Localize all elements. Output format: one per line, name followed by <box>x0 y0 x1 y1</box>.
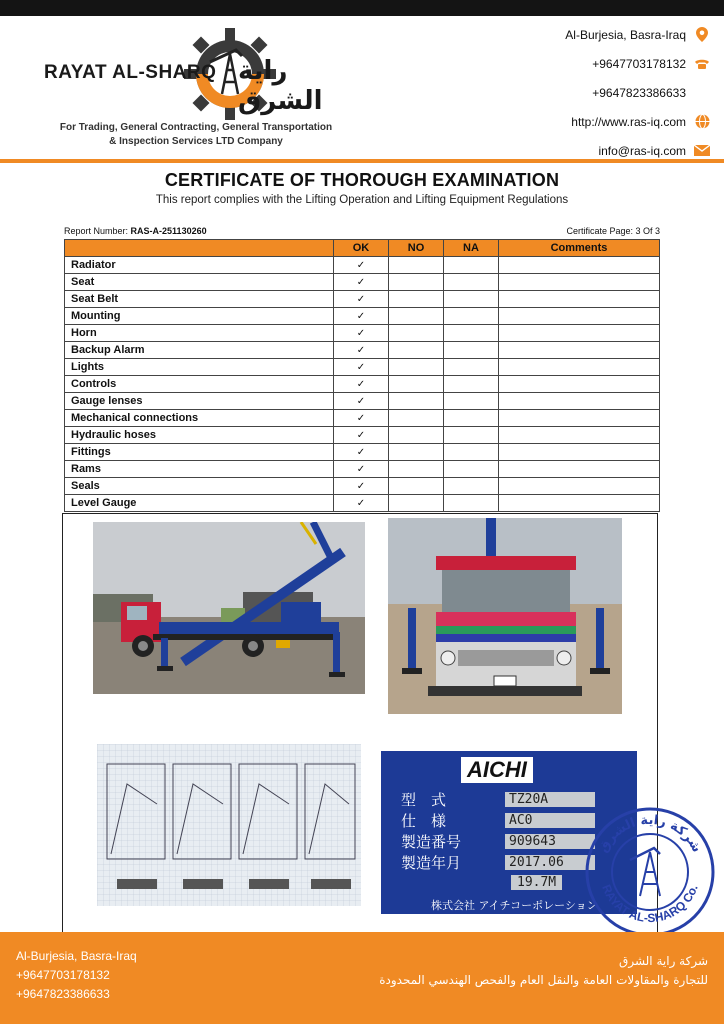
table-row <box>65 274 660 291</box>
cell-comments <box>499 291 660 308</box>
table-row <box>65 342 660 359</box>
cell-item: Radiator <box>65 257 334 274</box>
cell-ok: ✓ <box>334 376 389 393</box>
cell-na <box>444 342 499 359</box>
tagline-line-1: For Trading, General Contracting, General Transportation <box>59 122 333 133</box>
cell-ok: ✓ <box>334 427 389 444</box>
contact-address-text: Al-Burjesia, Basra-Iraq <box>565 27 686 42</box>
cell-comments <box>499 444 660 461</box>
cell-ok: ✓ <box>334 495 389 512</box>
nameplate-label: 仕 様 <box>401 812 447 830</box>
cell-item: Seat <box>65 274 334 291</box>
cell-item: Mounting <box>65 308 334 325</box>
cell-ok: ✓ <box>334 308 389 325</box>
envelope-icon <box>694 143 710 159</box>
table-row <box>65 291 660 308</box>
table-row <box>65 461 660 478</box>
cell-comments <box>499 393 660 410</box>
cell-ok: ✓ <box>334 410 389 427</box>
table-row <box>65 495 660 512</box>
cell-comments <box>499 274 660 291</box>
cell-na <box>444 461 499 478</box>
table-row <box>65 410 660 427</box>
company-tagline <box>46 121 346 149</box>
footer-ar-line-2: للتجارة والمقاولات العامة والنقل العام والفحص الهندسي المحدودة <box>379 973 708 987</box>
cell-na <box>444 325 499 342</box>
footer-phone-1: +9647703178132 <box>16 968 110 982</box>
cell-item: Gauge lenses <box>65 393 334 410</box>
cell-no <box>389 325 444 342</box>
cell-item: Rams <box>65 461 334 478</box>
cell-na <box>444 274 499 291</box>
contact-phone-1-text: +9647703178132 <box>592 56 686 71</box>
report-number <box>64 226 207 236</box>
certificate-page: Certificate Page: 3 Of 3 <box>566 226 660 236</box>
cell-ok: ✓ <box>334 342 389 359</box>
cell-item: Seals <box>65 478 334 495</box>
cell-no <box>389 376 444 393</box>
globe-icon <box>694 114 710 130</box>
phone-icon <box>694 56 710 72</box>
cell-no <box>389 274 444 291</box>
cell-ok: ✓ <box>334 325 389 342</box>
nameplate-value: TZ20A <box>505 792 595 807</box>
cell-ok: ✓ <box>334 393 389 410</box>
cell-no <box>389 291 444 308</box>
cell-comments <box>499 427 660 444</box>
contact-phone-1 <box>490 49 710 78</box>
cell-na <box>444 308 499 325</box>
cell-item: Mechanical connections <box>65 410 334 427</box>
nameplate-value: 2017.06 <box>505 855 595 870</box>
cell-no <box>389 359 444 376</box>
cell-no <box>389 308 444 325</box>
cell-na <box>444 427 499 444</box>
brand-name-ar: راية الشرق <box>238 56 323 116</box>
cell-na <box>444 410 499 427</box>
cell-na <box>444 257 499 274</box>
table-row <box>65 478 660 495</box>
svg-text:RAYAT AL-SHARQ Co. <box>599 883 700 926</box>
cell-comments <box>499 495 660 512</box>
contact-website[interactable] <box>490 107 710 136</box>
cell-no <box>389 393 444 410</box>
nameplate-maker: 株式会社 アイチコーポレーション <box>431 899 598 912</box>
header-no: NO <box>389 240 444 257</box>
report-number-value: RAS-A-251130260 <box>130 226 207 236</box>
cell-ok: ✓ <box>334 291 389 308</box>
cell-na <box>444 393 499 410</box>
nameplate-value: 909643 <box>505 834 595 849</box>
cell-item: Horn <box>65 325 334 342</box>
cell-no <box>389 427 444 444</box>
footer-arabic <box>379 952 708 990</box>
header-divider <box>0 159 724 163</box>
cell-na <box>444 359 499 376</box>
cell-no <box>389 461 444 478</box>
cell-item: Seat Belt <box>65 291 334 308</box>
cell-na <box>444 444 499 461</box>
cell-comments <box>499 478 660 495</box>
cell-item: Backup Alarm <box>65 342 334 359</box>
cell-item: Controls <box>65 376 334 393</box>
table-row <box>65 325 660 342</box>
header-na: NA <box>444 240 499 257</box>
cell-item: Fittings <box>65 444 334 461</box>
table-row <box>65 427 660 444</box>
cell-ok: ✓ <box>334 444 389 461</box>
nameplate-brand: AICHI <box>461 757 533 783</box>
cell-no <box>389 410 444 427</box>
truck-front-photo <box>388 518 622 714</box>
load-chart-photo <box>97 744 361 906</box>
cell-comments <box>499 308 660 325</box>
truck-side-photo <box>93 522 365 694</box>
contact-address <box>490 20 710 49</box>
contact-email-text[interactable]: info@ras-iq.com <box>598 143 686 158</box>
table-row <box>65 308 660 325</box>
table-row <box>65 393 660 410</box>
certificate-subtitle: This report complies with the Lifting Operation and Lifting Equipment Regulations <box>155 194 569 206</box>
cell-item: Lights <box>65 359 334 376</box>
cell-na <box>444 376 499 393</box>
cell-comments <box>499 325 660 342</box>
examination-table <box>64 239 660 512</box>
header-ok: OK <box>334 240 389 257</box>
cell-ok: ✓ <box>334 478 389 495</box>
cell-comments <box>499 257 660 274</box>
cell-comments <box>499 461 660 478</box>
table-row <box>65 444 660 461</box>
nameplate-label: 製造番号 <box>401 833 462 851</box>
nameplate-label: 製造年月 <box>401 854 462 872</box>
cell-item: Hydraulic hoses <box>65 427 334 444</box>
cell-na <box>444 478 499 495</box>
table-row <box>65 359 660 376</box>
cell-comments <box>499 359 660 376</box>
contact-website-text[interactable]: http://www.ras-iq.com <box>571 114 686 129</box>
contact-phone-2-text: +9647823386633 <box>592 85 686 100</box>
certificate-title: CERTIFICATE OF THOROUGH EXAMINATION <box>164 170 560 190</box>
tagline-line-2: & Inspection Services LTD Company <box>109 136 283 147</box>
report-info <box>64 226 660 236</box>
cell-no <box>389 495 444 512</box>
footer-ar-line-1: شركة راية الشرق <box>619 954 708 968</box>
stamp-text-ar: شركة راية الشرق <box>595 812 705 856</box>
location-pin-icon <box>694 27 710 43</box>
cell-comments <box>499 342 660 359</box>
footer-address: Al-Burjesia, Basra-Iraq <box>16 949 137 963</box>
top-bar <box>0 0 724 16</box>
cell-comments <box>499 376 660 393</box>
report-number-label: Report Number: <box>64 226 129 236</box>
company-logo <box>40 22 350 152</box>
nameplate-value: AC0 <box>505 813 595 828</box>
contact-phone-2 <box>490 78 710 107</box>
stamp-text-en: RAYAT AL-SHARQ Co. <box>599 882 701 926</box>
cell-ok: ✓ <box>334 461 389 478</box>
cell-no <box>389 342 444 359</box>
cell-na <box>444 495 499 512</box>
cell-ok: ✓ <box>334 359 389 376</box>
nameplate-label: 型 式 <box>401 791 447 809</box>
cell-no <box>389 478 444 495</box>
nameplate-extra: 19.7M <box>511 875 562 890</box>
table-header-row <box>65 240 660 257</box>
cell-na <box>444 291 499 308</box>
company-stamp <box>582 804 718 940</box>
footer <box>0 932 724 1024</box>
phone-spacer <box>694 85 710 101</box>
header-item <box>65 240 334 257</box>
table-row <box>65 376 660 393</box>
footer-phone-2: +9647823386633 <box>16 987 110 1001</box>
cell-comments <box>499 410 660 427</box>
photo-panel <box>62 513 658 933</box>
footer-contact <box>16 947 137 1004</box>
cell-no <box>389 257 444 274</box>
cell-ok: ✓ <box>334 257 389 274</box>
cell-item: Level Gauge <box>65 495 334 512</box>
header-comments: Comments <box>499 240 660 257</box>
cell-ok: ✓ <box>334 274 389 291</box>
table-row <box>65 257 660 274</box>
cell-no <box>389 444 444 461</box>
brand-name-en: RAYAT AL-SHARQ <box>44 62 217 83</box>
contact-block <box>490 20 710 165</box>
